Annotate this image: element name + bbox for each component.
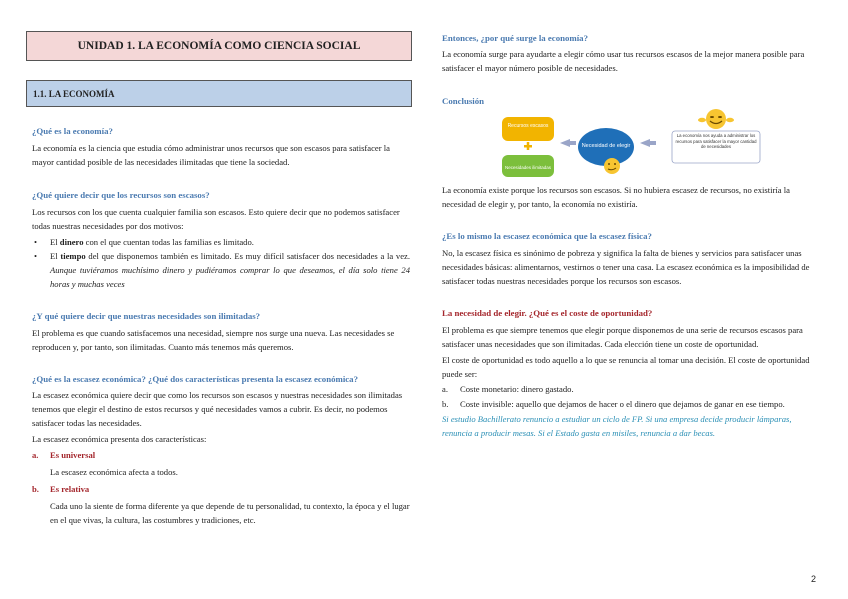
elegir-circle	[578, 128, 634, 166]
q1-text: La economía es la ciencia que estudia cómo administrar unos recursos que son escasos para satisfacer la mayor cantidad posible de las necesidades ilimitadas que tiene la sociedad.	[32, 143, 390, 167]
q1-heading: ¿Qué es la economía?	[32, 126, 113, 136]
q4-text1: La escasez económica quiere decir que como los recursos son escasos y nuestras necesidades son ilimitadas tenemos que elegir el destino de estos recursos y qué necesidades vamos a cubrir. Es decir, no podemos satisfacer todas las necesidades.	[32, 390, 403, 428]
right-column-lower	[442, 183, 818, 440]
q6-text: No, la escasez física es sinónimo de pobreza y significa la falta de bienes y servicios para satisfacer unas necesidades básicas: alimentarnos, vestirnos o tener una casa. La escasez económica es la imposibilidad de satisfacer todas nuestras necesidades porque los recursos son escasos.	[442, 248, 810, 286]
thinking-emoji-icon	[604, 158, 620, 174]
bullet-dinero: • El dinero con el que cuentan todas las familias es limitado.	[34, 237, 254, 247]
arrow-icon	[640, 139, 656, 147]
q4-a-text: La escasez económica afecta a todos.	[50, 467, 178, 477]
happy-emoji-icon	[698, 109, 734, 129]
q5-text: La economía surge para ayudarte a elegir cómo usar tus recursos escasos de la mejor manera posible para satisfacer el mayor número posible de necesidades.	[442, 49, 805, 73]
necesidades-label: Necesidades ilimitadas	[504, 165, 552, 170]
plus-icon	[524, 142, 532, 150]
right-column	[442, 32, 818, 108]
unit-title: UNIDAD 1. LA ECONOMÍA COMO CIENCIA SOCIAL	[26, 31, 412, 61]
result-box	[672, 131, 760, 163]
conclusion-diagram	[496, 107, 786, 179]
q2-text: Los recursos con los que cuenta cualquier familia son escasos. Esto quiere decir que no podemos satisfacer todas nuestras necesidades por dos motivos:	[32, 207, 400, 231]
q7-heading: La necesidad de elegir. ¿Qué es el coste de oportunidad?	[442, 308, 653, 318]
q4-item-a: a. Es universal	[32, 450, 96, 460]
q3-heading: ¿Y qué quiere decir que nuestras necesidades son ilimitadas?	[32, 311, 261, 321]
q7-item-a: a. Coste monetario: dinero gastado.	[442, 384, 574, 394]
q7-item-b: b. Coste invisible: aquello que dejamos de hacer o el dinero que dejamos de ganar en ese tiempo.	[442, 399, 785, 409]
arrow-icon	[560, 139, 576, 147]
q4-item-b: b. Es relativa	[32, 484, 90, 494]
conclusion-heading: Conclusión	[442, 96, 485, 106]
q7-text2: El coste de oportunidad es todo aquello a lo que se renuncia al tomar una decisión. El coste de oportunidad puede ser:	[442, 355, 810, 379]
q2-heading: ¿Qué quiere decir que los recursos son escasos?	[32, 190, 210, 200]
result-label: La economía nos ayuda a administrar los recursos para satisfacer la mayor cantidad de necesidades	[675, 133, 757, 149]
q4-text2: La escasez económica presenta dos características:	[32, 434, 207, 444]
elegir-label: Necesidad de elegir	[581, 143, 631, 149]
necesidades-box	[502, 155, 554, 177]
recursos-label: Recursos escasos	[507, 123, 549, 129]
section-title: 1.1. LA ECONOMÍA	[26, 80, 412, 107]
q5-heading: Entonces, ¿por qué surge la economía?	[442, 33, 588, 43]
page-number: 2	[811, 574, 817, 584]
bullet-tiempo: • El tiempo del que disponemos también es limitado. Es muy difícil satisfacer dos necesidades a la vez. Aunque tuviéramos muchísimo dinero y pudiéramos comprar lo que deseamos, el día solo tiene 24 horas y muchas veces	[34, 251, 410, 289]
recursos-box	[502, 117, 554, 141]
q2-bullets	[32, 235, 410, 291]
q7-example: Si estudio Bachillerato renuncio a estudiar un ciclo de FP. Si una empresa decide producir lámparas, renuncia a producir mesas. Si el Estado gasta en misiles, renuncia a dar becas.	[442, 414, 792, 438]
q7-text1: El problema es que siempre tenemos que elegir porque disponemos de una serie de recursos escasos para satisfacer unas necesidades que son ilimitadas. Cada elección tiene un coste de oportunidad.	[442, 325, 803, 349]
q4-heading: ¿Qué es la escasez económica? ¿Qué dos características presenta la escasez económica?	[32, 374, 358, 384]
q3-text: El problema es que cuando satisfacemos una necesidad, siempre nos surge una nueva. Las necesidades se reproducen y, por tanto, son ilimitadas. Cuanto más tenemos más queremos.	[32, 328, 395, 352]
q4-b-text: Cada uno la siente de forma diferente ya que depende de tu personalidad, tu contexto, la época y el lugar en el que vivas, la cultura, las costumbres y tradiciones, etc.	[50, 501, 410, 525]
conclusion-text: La economía existe porque los recursos son escasos. Si no hubiera escasez de recursos, no existiría la necesidad de elegir y, por tanto, la economía no existiría.	[442, 185, 790, 209]
left-column	[32, 125, 410, 527]
q6-heading: ¿Es lo mismo la escasez económica que la escasez física?	[442, 231, 652, 241]
